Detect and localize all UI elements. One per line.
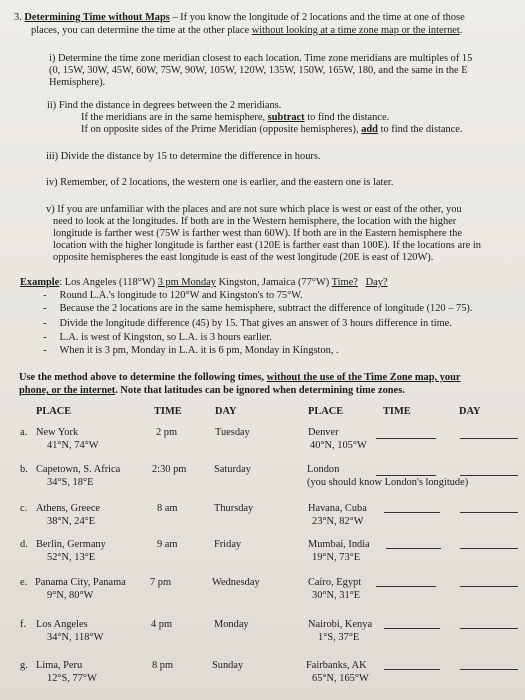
- row-f-day: Monday: [214, 619, 249, 630]
- row-f-coords: 34°N, 118°W: [47, 632, 104, 643]
- header-place: PLACE: [36, 406, 72, 417]
- row-c-letter: c.: [20, 503, 28, 514]
- header-time-2: TIME: [383, 406, 411, 417]
- add-keyword: add: [361, 124, 378, 135]
- row-c-coords-2: 23°N, 82°W: [312, 516, 364, 527]
- row-f-time: 4 pm: [151, 619, 173, 630]
- step-iv: iv) Remember, of 2 locations, the western one is earlier, and the eastern one is later.: [46, 177, 394, 188]
- row-f-coords-2: 1°S, 37°E: [318, 632, 360, 643]
- step-v-line2: need to look at the longitudes. If both are in the Western hemisphere, the location with the higher: [53, 216, 457, 227]
- step-ii-line2: If the meridians are in the same hemisphere, subtract to find the distance.: [81, 112, 390, 123]
- row-a-place: New York: [36, 427, 79, 438]
- row-c-day: Thursday: [214, 503, 254, 514]
- row-d-time-blank[interactable]: [386, 548, 441, 549]
- row-e-time: 7 pm: [150, 577, 172, 588]
- row-g-place: Lima, Peru: [36, 660, 83, 671]
- row-c-day-blank[interactable]: [460, 512, 518, 513]
- row-a-letter: a.: [20, 427, 28, 438]
- row-e-time-blank[interactable]: [376, 586, 436, 587]
- step-v-line3: longitude is farther west (75W is farther west than 60W). If both are in the Eastern hemisphere the: [53, 228, 462, 239]
- example-bullet-3: - Divide the longitude difference (45) by 15. That gives an answer of 3 hours difference in time.: [43, 318, 452, 329]
- row-b-time: 2:30 pm: [152, 464, 187, 475]
- row-e-letter: e.: [20, 577, 28, 588]
- row-g-day-blank[interactable]: [460, 669, 518, 670]
- step-ii-line1: ii) Find the distance in degrees between the 2 meridians.: [47, 100, 282, 111]
- row-c-place-2: Havana, Cuba: [308, 503, 367, 514]
- row-f-letter: f.: [20, 619, 27, 630]
- row-e-place: Panama City, Panama: [35, 577, 126, 588]
- row-e-place-2: Cairo, Egypt: [308, 577, 362, 588]
- row-g-day: Sunday: [212, 660, 244, 671]
- row-d-day-blank[interactable]: [460, 548, 518, 549]
- example-label: Example: [20, 277, 60, 288]
- row-a-time-blank[interactable]: [376, 438, 436, 439]
- row-g-letter: g.: [20, 660, 28, 671]
- row-f-place: Los Angeles: [36, 619, 88, 630]
- step-i-line1: i) Determine the time zone meridian closest to each location. Time zone meridians are multiples of 15: [49, 53, 473, 64]
- row-d-coords: 52°N, 13°E: [47, 552, 96, 563]
- step-iii: iii) Divide the distance by 15 to determine the difference in hours.: [46, 151, 321, 162]
- row-b-coords: 34°S, 18°E: [47, 477, 94, 488]
- row-c-time: 8 am: [157, 503, 178, 514]
- example-day-question: Day?: [365, 277, 388, 288]
- row-b-day-blank[interactable]: [460, 475, 518, 476]
- row-f-day-blank[interactable]: [460, 628, 518, 629]
- row-b-time-blank[interactable]: [376, 475, 436, 476]
- no-map-phrase: without looking at a time zone map or the internet: [251, 25, 460, 36]
- example-time: 3 pm Monday: [157, 277, 216, 288]
- row-e-day-blank[interactable]: [460, 586, 518, 587]
- instructions-line2: phone, or the internet. Note that latitudes can be ignored when determining time zones.: [19, 385, 405, 396]
- header-time: TIME: [154, 406, 182, 417]
- row-c-coords: 38°N, 24°E: [47, 516, 96, 527]
- row-g-time-blank[interactable]: [384, 669, 440, 670]
- row-f-place-2: Nairobi, Kenya: [308, 619, 373, 630]
- row-a-coords-2: 40°N, 105°W: [310, 440, 367, 451]
- row-d-letter: d.: [20, 539, 28, 550]
- example-time-question: Time?: [331, 277, 358, 288]
- step-v-line1: v) If you are unfamiliar with the places and are not sure which place is west or east of the other, you: [46, 204, 462, 215]
- row-b-coords-2: (you should know London's longitude): [307, 477, 469, 488]
- item3-number: 3.: [14, 12, 22, 23]
- row-e-coords: 9°N, 80°W: [47, 590, 94, 601]
- row-e-day: Wednesday: [212, 577, 260, 588]
- instructions-line1: Use the method above to determine the following times, without the use of the Time Zone map, your: [19, 372, 461, 383]
- row-d-day: Friday: [214, 539, 242, 550]
- row-g-time: 8 pm: [152, 660, 174, 671]
- example-bullet-2: - Because the 2 locations are in the same hemisphere, subtract the difference of longitude (120 – 75).: [43, 303, 473, 314]
- row-d-place: Berlin, Germany: [36, 539, 106, 550]
- item3-heading-line2: places, you can determine the time at the other place without looking at a time zone map or the internet.: [31, 25, 463, 36]
- row-d-place-2: Mumbai, India: [308, 539, 370, 550]
- example-bullet-1: - Round L.A.'s longitude to 120°W and Kingston's to 75°W.: [43, 290, 303, 301]
- row-b-day: Saturday: [214, 464, 251, 475]
- item3-title: Determining Time without Maps: [24, 12, 170, 23]
- step-ii-line3: If on opposite sides of the Prime Meridian (opposite hemispheres), add to find the distance.: [81, 124, 463, 135]
- row-f-time-blank[interactable]: [384, 628, 440, 629]
- step-v-line5: opposite hemispheres the east longitude is east of the west longitude (20E is east of 120W).: [53, 252, 434, 263]
- row-a-place-2: Denver: [308, 427, 339, 438]
- row-a-time: 2 pm: [156, 427, 178, 438]
- row-b-letter: b.: [20, 464, 28, 475]
- row-b-place-2: London: [307, 464, 340, 475]
- row-g-place-2: Fairbanks, AK: [306, 660, 367, 671]
- row-d-coords-2: 19°N, 73°E: [312, 552, 361, 563]
- row-c-place: Athens, Greece: [36, 503, 101, 514]
- example-heading: Example: Los Angeles (118°W) 3 pm Monday Kingston, Jamaica (77°W) Time? Day?: [20, 277, 388, 288]
- row-d-time: 9 am: [157, 539, 178, 550]
- item3-heading-line1: [14, 12, 465, 25]
- row-e-coords-2: 30°N, 31°E: [312, 590, 361, 601]
- row-a-coords: 41°N, 74°W: [47, 440, 99, 451]
- step-i-line2: (0, 15W, 30W, 45W, 60W, 75W, 90W, 105W, 120W, 135W, 150W, 165W, 180, and the same in the E: [49, 65, 468, 76]
- step-v-line4: location with the higher longitude is farther east (120E is farther east than 100E). If the locations are in: [53, 240, 481, 251]
- header-place-2: PLACE: [308, 406, 344, 417]
- step-i-line3: Hemisphere).: [49, 77, 106, 88]
- row-a-day: Tuesday: [215, 427, 250, 438]
- row-g-coords: 12°S, 77°W: [47, 673, 97, 684]
- row-b-place: Capetown, S. Africa: [36, 464, 121, 475]
- example-bullet-4: - L.A. is west of Kingston, so L.A. is 3 hours earlier.: [43, 332, 272, 343]
- example-bullet-5: - When it is 3 pm, Monday in L.A. it is 6 pm, Monday in Kingston, .: [43, 345, 339, 356]
- row-c-time-blank[interactable]: [384, 512, 440, 513]
- header-day: DAY: [215, 406, 237, 417]
- subtract-keyword: subtract: [267, 112, 305, 123]
- item3-line1-rest: – If you know the longitude of 2 locations and the time at one of those: [169, 12, 465, 23]
- row-a-day-blank[interactable]: [460, 438, 518, 439]
- header-day-2: DAY: [459, 406, 481, 417]
- row-g-coords-2: 65°N, 165°W: [312, 673, 369, 684]
